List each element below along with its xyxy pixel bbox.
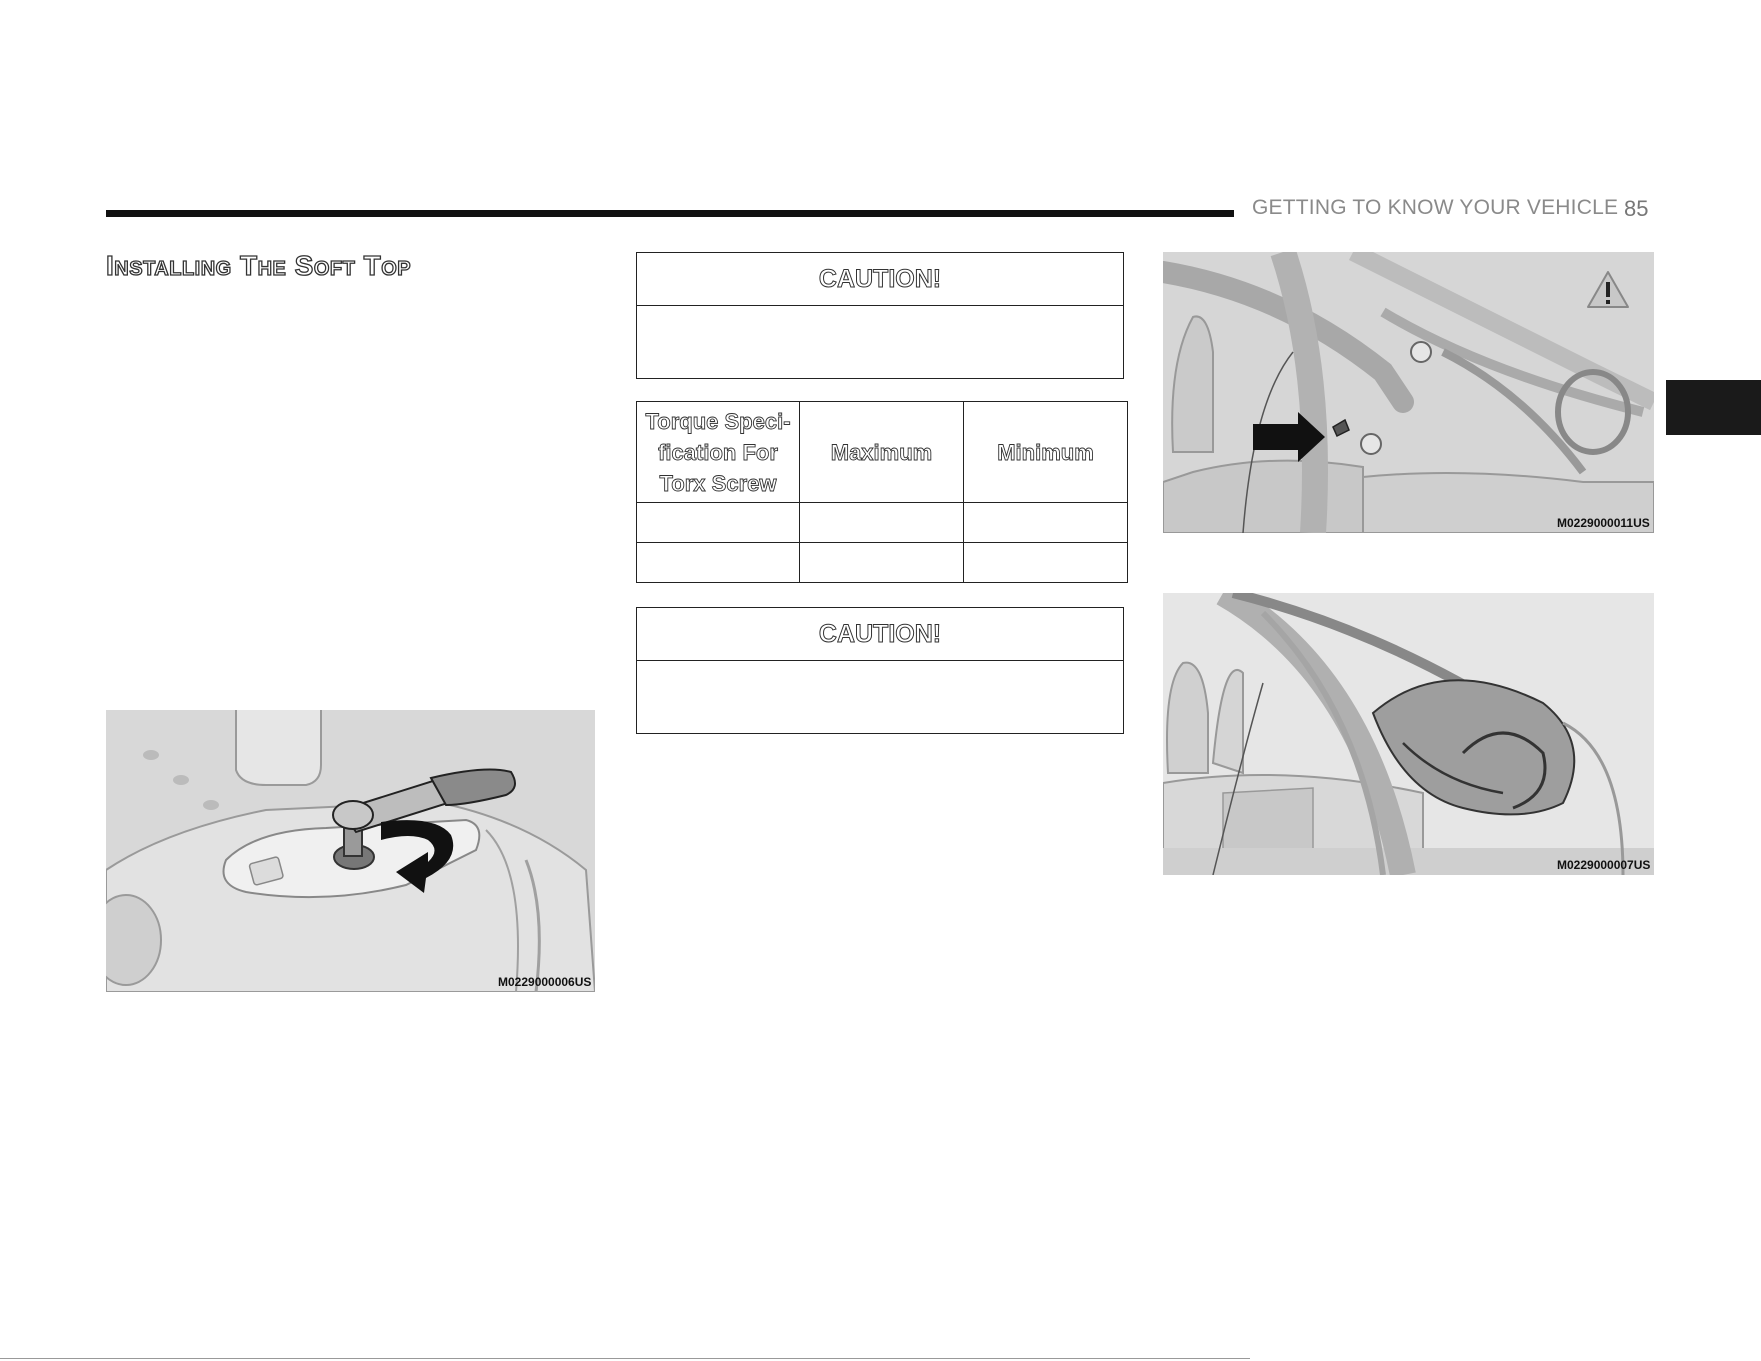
torque-spec-table <box>636 401 1128 583</box>
figure-code: M0229000011US <box>1557 516 1650 530</box>
figure-soft-top-frame-pin <box>1163 252 1654 533</box>
figure-code: M0229000006US <box>498 975 592 989</box>
soft-top-folded-illustration <box>1163 593 1654 875</box>
column-header-label: Torque Speci- fication For Torx Screw <box>645 408 791 496</box>
column-header-maximum: Maximum <box>800 402 964 503</box>
table-row <box>637 543 1128 583</box>
table-cell <box>800 543 964 583</box>
table-row <box>637 503 1128 543</box>
chapter-tab[interactable] <box>1666 380 1761 435</box>
ratchet-wrench-illustration <box>106 710 595 992</box>
caution-body <box>637 661 1123 733</box>
caution-box <box>636 607 1124 734</box>
table-cell <box>637 503 800 543</box>
page-number: 85 <box>1624 196 1649 221</box>
table-cell <box>964 543 1128 583</box>
table-header-row <box>637 402 1128 503</box>
table-cell <box>964 503 1128 543</box>
caution-body <box>637 306 1123 378</box>
table-cell <box>637 543 800 583</box>
header-rule <box>106 210 1234 217</box>
bottom-rule <box>0 1358 1250 1359</box>
caution-box <box>636 252 1124 379</box>
caution-title: CAUTION! <box>637 608 1123 661</box>
column-header-torque-spec <box>637 402 800 503</box>
table-cell <box>800 503 964 543</box>
running-header: GETTING TO KNOW YOUR VEHICLE <box>1252 196 1619 219</box>
caution-title: CAUTION! <box>637 253 1123 306</box>
soft-top-frame-illustration <box>1163 252 1654 533</box>
figure-code: M0229000007US <box>1557 858 1651 872</box>
figure-torx-screw-wrench <box>106 710 595 992</box>
section-title: Installing The Soft Top <box>106 250 412 281</box>
figure-soft-top-folded <box>1163 593 1654 875</box>
column-header-minimum: Minimum <box>964 402 1128 503</box>
